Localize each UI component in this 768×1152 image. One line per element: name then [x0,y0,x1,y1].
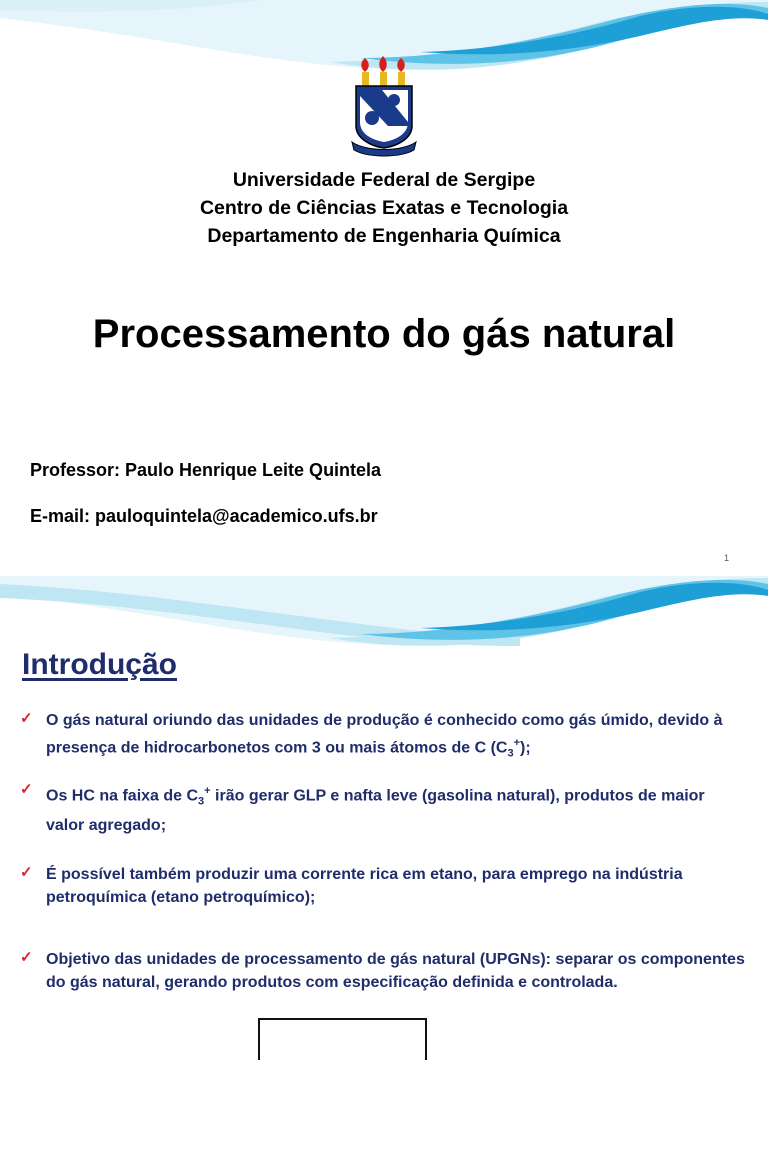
department-name: Departamento de Engenharia Química [207,225,561,247]
email-line: E-mail: pauloquintela@academico.ufs.br [30,506,378,526]
bullet-text: Os HC na faixa de $C_3^+$ irão gerar GLP e nafta leve (gasolina natural), produtos de maior valor agregado; [46,785,705,834]
slide-introduction [0,576,768,1152]
diagram-box-partial [258,1018,427,1060]
bullet-text: É possível também produzir uma corrente rica em etano, para emprego na indústria petroquímica (etano petroquímico); [46,866,683,906]
section-title: Introdução [22,648,177,681]
check-icon: ✓ [20,781,33,798]
professor-line: Professor: Paulo Henrique Leite Quintela [30,460,382,480]
center-name: Centro de Ciências Exatas e Tecnologia [199,197,569,219]
bullet-text: O gás natural oriundo das unidades de produção é conhecido como gás úmido, devido à presença de hidrocarbonetos com 3 ou mais átomos de C $(C_3^+)$; [46,712,723,760]
check-icon: ✓ [20,710,33,727]
check-icon: ✓ [20,864,33,881]
check-icon: ✓ [20,949,33,966]
bullet-list [0,576,768,1152]
presentation-title: Processamento do gás natural [92,312,676,356]
ufs-logo [348,56,420,158]
bullet-text: Objetivo das unidades de processamento de gás natural (UPGNs): separar os componentes do gás natural, gerando produtos com especificação definida e controlada. [46,951,745,991]
university-name: Universidade Federal de Sergipe [232,169,536,191]
page-number: 1 [724,553,730,563]
